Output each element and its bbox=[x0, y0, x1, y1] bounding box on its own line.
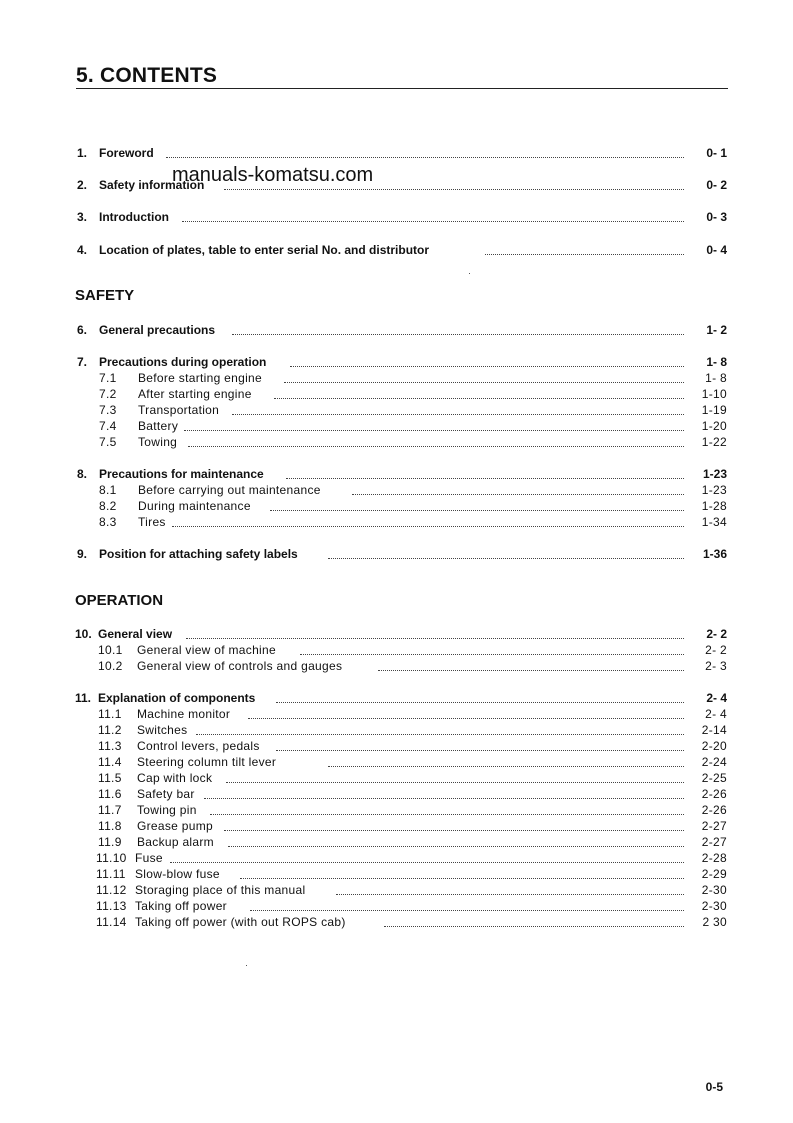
toc-entry[interactable] bbox=[0, 354, 793, 370]
toc-number: 11.9 bbox=[98, 835, 122, 849]
toc-number: 8.1 bbox=[99, 483, 117, 497]
toc-label: Explanation of components bbox=[98, 691, 256, 705]
toc-number: 11.5 bbox=[98, 771, 122, 785]
toc-number: 11.8 bbox=[98, 819, 122, 833]
toc-entry[interactable] bbox=[0, 834, 793, 850]
toc-entry[interactable] bbox=[0, 738, 793, 754]
toc-entry[interactable] bbox=[0, 754, 793, 770]
toc-entry[interactable] bbox=[0, 642, 793, 658]
toc-label: Before starting engine bbox=[138, 371, 263, 385]
page-number: 0-5 bbox=[705, 1080, 723, 1094]
dot-leader bbox=[284, 382, 684, 383]
toc-page: 1-20 bbox=[701, 419, 727, 433]
toc-entry[interactable] bbox=[0, 818, 793, 834]
toc-number: 11.2 bbox=[98, 723, 122, 737]
page-title: 5. CONTENTS bbox=[76, 64, 218, 87]
dot-leader bbox=[224, 830, 684, 831]
toc-label: Grease pump bbox=[137, 819, 214, 833]
toc-label: Cap with lock bbox=[137, 771, 213, 785]
toc-label: Precautions for maintenance bbox=[99, 467, 264, 481]
toc-entry[interactable] bbox=[0, 866, 793, 882]
toc-entry[interactable] bbox=[0, 386, 793, 402]
dot-leader bbox=[184, 430, 684, 431]
toc-entry[interactable] bbox=[0, 898, 793, 914]
toc-number: 10.2 bbox=[98, 659, 123, 673]
dot-leader bbox=[300, 654, 684, 655]
toc-entry[interactable] bbox=[0, 882, 793, 898]
dot-leader bbox=[228, 846, 684, 847]
dot-leader bbox=[378, 670, 684, 671]
toc-entry[interactable] bbox=[0, 466, 793, 482]
toc-label: Safety bar bbox=[137, 787, 195, 801]
toc-number: 6. bbox=[77, 323, 88, 337]
toc-label: General view of controls and gauges bbox=[137, 659, 343, 673]
toc-page: 1- 8 bbox=[706, 355, 727, 369]
toc-number: 11.14 bbox=[96, 915, 127, 929]
dot-leader bbox=[182, 221, 684, 222]
toc-label: General view bbox=[98, 627, 173, 641]
toc-entry[interactable] bbox=[0, 370, 793, 386]
scan-speck bbox=[469, 273, 470, 274]
toc-label: Switches bbox=[137, 723, 188, 737]
toc-number: 7.3 bbox=[99, 403, 117, 417]
toc-label: Taking off power (with out ROPS cab) bbox=[135, 915, 346, 929]
toc-number: 11. bbox=[75, 691, 92, 705]
dot-leader bbox=[172, 526, 684, 527]
toc-label: Control levers, pedals bbox=[137, 739, 260, 753]
toc-page: 2-30 bbox=[701, 899, 727, 913]
toc-number: 11.11 bbox=[96, 867, 126, 881]
toc-number: 11.4 bbox=[98, 755, 122, 769]
toc-number: 7.5 bbox=[99, 435, 117, 449]
toc-entry[interactable] bbox=[0, 914, 793, 930]
toc-number: 11.3 bbox=[98, 739, 122, 753]
watermark: manuals-komatsu.com bbox=[172, 164, 374, 186]
toc-entry[interactable] bbox=[0, 722, 793, 738]
toc-label: Precautions during operation bbox=[99, 355, 267, 369]
toc-page: 0- 1 bbox=[706, 146, 727, 160]
toc-page: 2- 3 bbox=[705, 659, 727, 673]
toc-entry[interactable] bbox=[0, 402, 793, 418]
toc-label: Towing pin bbox=[137, 803, 197, 817]
title-underline bbox=[76, 88, 728, 89]
dot-leader bbox=[336, 894, 684, 895]
toc-entry[interactable] bbox=[0, 770, 793, 786]
dot-leader bbox=[290, 366, 684, 367]
toc-label: Transportation bbox=[138, 403, 220, 417]
toc-number: 1. bbox=[77, 146, 88, 160]
toc-entry[interactable] bbox=[0, 802, 793, 818]
toc-page: 1-28 bbox=[701, 499, 727, 513]
toc-number: 8. bbox=[77, 467, 88, 481]
toc-page: 2-29 bbox=[701, 867, 727, 881]
toc-label: Battery bbox=[138, 419, 179, 433]
toc-entry[interactable] bbox=[0, 626, 793, 642]
toc-number: 10.1 bbox=[98, 643, 123, 657]
toc-page: 2-28 bbox=[701, 851, 727, 865]
dot-leader bbox=[276, 750, 684, 751]
toc-number: 7.2 bbox=[99, 387, 117, 401]
toc-page: 1- 8 bbox=[705, 371, 727, 385]
dot-leader bbox=[286, 478, 684, 479]
toc-label: Foreword bbox=[99, 146, 154, 160]
dot-leader bbox=[204, 798, 684, 799]
toc-page: 2-20 bbox=[701, 739, 727, 753]
toc-entry[interactable] bbox=[0, 514, 793, 530]
toc-page: 2-24 bbox=[701, 755, 727, 769]
toc-entry[interactable] bbox=[0, 690, 793, 706]
toc-entry[interactable] bbox=[0, 209, 793, 225]
toc-page: 1-22 bbox=[701, 435, 727, 449]
toc-entry[interactable] bbox=[0, 177, 793, 193]
dot-leader bbox=[186, 638, 684, 639]
toc-number: 11.13 bbox=[96, 899, 127, 913]
toc-entry[interactable] bbox=[0, 546, 793, 562]
toc-label: Before carrying out maintenance bbox=[138, 483, 321, 497]
toc-number: 11.1 bbox=[98, 707, 122, 721]
toc-number: 8.2 bbox=[99, 499, 117, 513]
toc-page: 2-26 bbox=[701, 787, 727, 801]
dot-leader bbox=[232, 414, 684, 415]
toc-page: 1- 2 bbox=[706, 323, 727, 337]
toc-entry[interactable] bbox=[0, 242, 793, 258]
toc-label: After starting engine bbox=[138, 387, 252, 401]
toc-number: 7. bbox=[77, 355, 88, 369]
dot-leader bbox=[224, 189, 684, 190]
toc-label: Towing bbox=[138, 435, 178, 449]
toc-number: 11.10 bbox=[96, 851, 127, 865]
dot-leader bbox=[166, 157, 684, 158]
toc-label: Taking off power bbox=[135, 899, 227, 913]
toc-page: 1-10 bbox=[701, 387, 727, 401]
toc-label: Fuse bbox=[135, 851, 163, 865]
section-heading-operation: OPERATION bbox=[75, 592, 164, 609]
dot-leader bbox=[170, 862, 684, 863]
dot-leader bbox=[328, 558, 684, 559]
toc-label: Safety information bbox=[99, 178, 205, 192]
toc-label: Slow-blow fuse bbox=[135, 867, 220, 881]
dot-leader bbox=[384, 926, 684, 927]
toc-label: Tires bbox=[138, 515, 166, 529]
dot-leader bbox=[352, 494, 684, 495]
toc-page: 2- 4 bbox=[705, 707, 727, 721]
toc-entry[interactable] bbox=[0, 850, 793, 866]
dot-leader bbox=[274, 398, 684, 399]
toc-page: 0- 4 bbox=[706, 243, 727, 257]
dot-leader bbox=[248, 718, 684, 719]
toc-label: General view of machine bbox=[137, 643, 276, 657]
toc-entry[interactable] bbox=[0, 658, 793, 674]
toc-page: 1-23 bbox=[702, 467, 727, 481]
toc-label: Steering column tilt lever bbox=[137, 755, 277, 769]
toc-entry[interactable] bbox=[0, 418, 793, 434]
toc-page: 2-25 bbox=[701, 771, 727, 785]
toc-label: Position for attaching safety labels bbox=[99, 547, 298, 561]
toc-page: 0- 2 bbox=[706, 178, 727, 192]
dot-leader bbox=[250, 910, 684, 911]
toc-page: 2-26 bbox=[701, 803, 727, 817]
toc-label: Introduction bbox=[99, 210, 169, 224]
toc-entry[interactable] bbox=[0, 434, 793, 450]
dot-leader bbox=[485, 254, 684, 255]
toc-page: 2- 4 bbox=[706, 691, 727, 705]
toc-page: 2-14 bbox=[701, 723, 727, 737]
toc-number: 11.6 bbox=[98, 787, 122, 801]
toc-number: 7.4 bbox=[99, 419, 117, 433]
dot-leader bbox=[226, 782, 684, 783]
toc-entry[interactable] bbox=[0, 322, 793, 338]
toc-number: 11.7 bbox=[98, 803, 122, 817]
toc-number: 9. bbox=[77, 547, 88, 561]
toc-label: Storaging place of this manual bbox=[135, 883, 306, 897]
toc-label: Location of plates, table to enter serial No. and distributor bbox=[99, 243, 430, 257]
toc-number: 8.3 bbox=[99, 515, 117, 529]
toc-number: 4. bbox=[77, 243, 88, 257]
toc-page: 2-27 bbox=[701, 819, 727, 833]
dot-leader bbox=[270, 510, 684, 511]
toc-entry[interactable] bbox=[0, 786, 793, 802]
toc-page: 2 30 bbox=[702, 915, 727, 929]
toc-number: 7.1 bbox=[99, 371, 117, 385]
toc-page: 1-19 bbox=[701, 403, 727, 417]
toc-label: General precautions bbox=[99, 323, 216, 337]
dot-leader bbox=[210, 814, 684, 815]
toc-page: 2- 2 bbox=[706, 627, 727, 641]
scan-speck bbox=[246, 965, 247, 966]
dot-leader bbox=[196, 734, 684, 735]
toc-number: 11.12 bbox=[96, 883, 127, 897]
section-heading-safety: SAFETY bbox=[75, 287, 135, 304]
dot-leader bbox=[328, 766, 684, 767]
toc-page: 1-23 bbox=[701, 483, 727, 497]
toc-label: Backup alarm bbox=[137, 835, 214, 849]
toc-entry[interactable] bbox=[0, 482, 793, 498]
toc-entry[interactable] bbox=[0, 706, 793, 722]
toc-number: 10. bbox=[75, 627, 92, 641]
toc-page: 0- 3 bbox=[706, 210, 727, 224]
toc-label: During maintenance bbox=[138, 499, 251, 513]
toc-page: 2-30 bbox=[701, 883, 727, 897]
dot-leader bbox=[240, 878, 684, 879]
toc-label: Machine monitor bbox=[137, 707, 231, 721]
toc-page: 1-36 bbox=[702, 547, 727, 561]
toc-entry[interactable] bbox=[0, 498, 793, 514]
dot-leader bbox=[232, 334, 684, 335]
toc-page: 2-27 bbox=[701, 835, 727, 849]
dot-leader bbox=[188, 446, 684, 447]
dot-leader bbox=[276, 702, 684, 703]
toc-entry[interactable] bbox=[0, 145, 793, 161]
toc-page: 1-34 bbox=[701, 515, 727, 529]
toc-number: 3. bbox=[77, 210, 88, 224]
toc-page: 2- 2 bbox=[705, 643, 727, 657]
toc-number: 2. bbox=[77, 178, 88, 192]
